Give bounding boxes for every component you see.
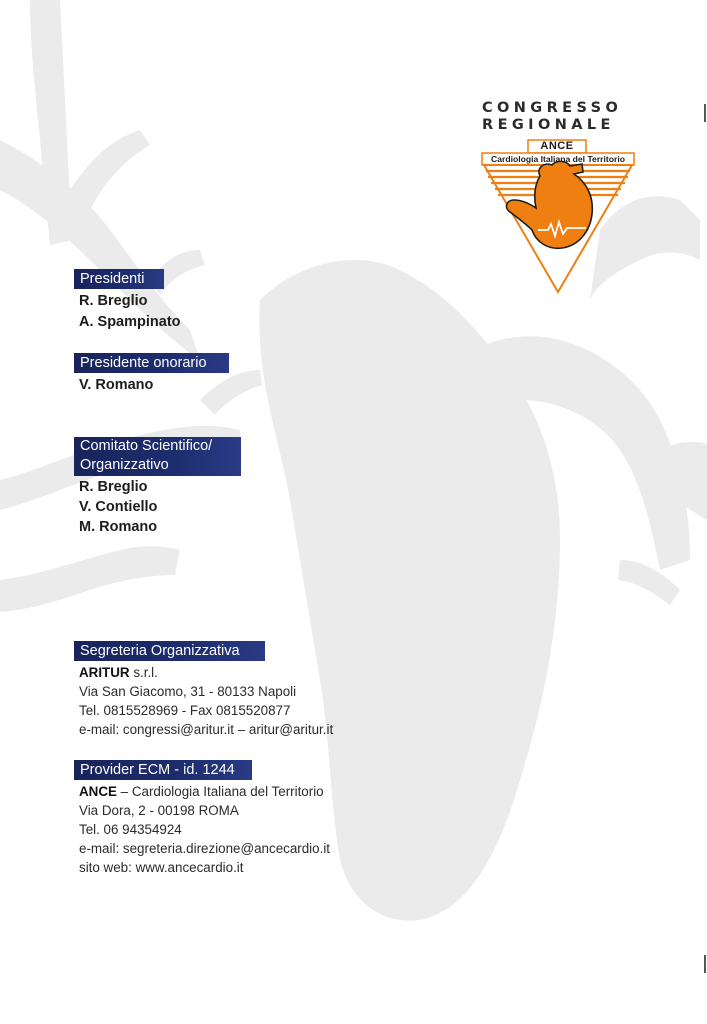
provider-company-suffix: – Cardiologia Italiana del Territorio: [116, 784, 324, 799]
logo-title-line2: REGIONALE: [482, 117, 615, 133]
segreteria-email: e-mail: congressi@aritur.it – aritur@aritur.it: [79, 722, 334, 737]
provider-website: sito web: www.ancecardio.it: [79, 860, 244, 875]
name-item: M. Romano: [79, 519, 158, 535]
name-item: V. Romano: [79, 377, 154, 393]
segreteria-info: [79, 663, 333, 739]
provider-company-line: [79, 782, 330, 801]
segreteria-company-line: [79, 663, 333, 682]
crop-mark: [704, 104, 706, 122]
header-comitato: [74, 437, 241, 476]
segreteria-address: Via San Giacomo, 31 - 80133 Napoli: [79, 684, 297, 699]
name-item: R. Breglio: [79, 293, 148, 309]
name-item: V. Contiello: [79, 499, 158, 515]
header-segreteria: Segreteria Organizzativa: [74, 641, 265, 661]
header-presidente-onorario: Presidente onorario: [74, 353, 229, 373]
segreteria-phone: Tel. 0815528969 - Fax 0815520877: [79, 703, 291, 718]
provider-phone: Tel. 06 94354924: [79, 822, 182, 837]
provider-info: [79, 782, 330, 877]
header-provider-ecm: Provider ECM - id. 1244: [74, 760, 252, 780]
names-presidenti: [79, 291, 181, 333]
provider-address: Via Dora, 2 - 00198 ROMA: [79, 803, 239, 818]
congress-logo: [478, 100, 638, 298]
logo-subtitle: Cardiologia Italiana del Territorio: [490, 154, 626, 164]
segreteria-company-suffix: s.r.l.: [129, 665, 158, 680]
crop-mark: [704, 955, 706, 973]
name-item: A. Spampinato: [79, 314, 181, 330]
logo-ance-label: ANCE: [540, 140, 574, 152]
names-comitato: [79, 477, 157, 537]
name-item: R. Breglio: [79, 479, 148, 495]
segreteria-company: ARITUR: [79, 665, 130, 680]
header-comitato-line2: Organizzativo: [80, 457, 169, 473]
names-presidente-onorario: [79, 375, 153, 396]
provider-company: ANCE: [79, 784, 117, 799]
logo-title-line1: CONGRESSO: [482, 100, 623, 116]
header-presidenti: Presidenti: [74, 269, 164, 289]
header-comitato-line1: Comitato Scientifico/: [80, 438, 213, 454]
provider-email: e-mail: segreteria.direzione@ancecardio.it: [79, 841, 331, 856]
